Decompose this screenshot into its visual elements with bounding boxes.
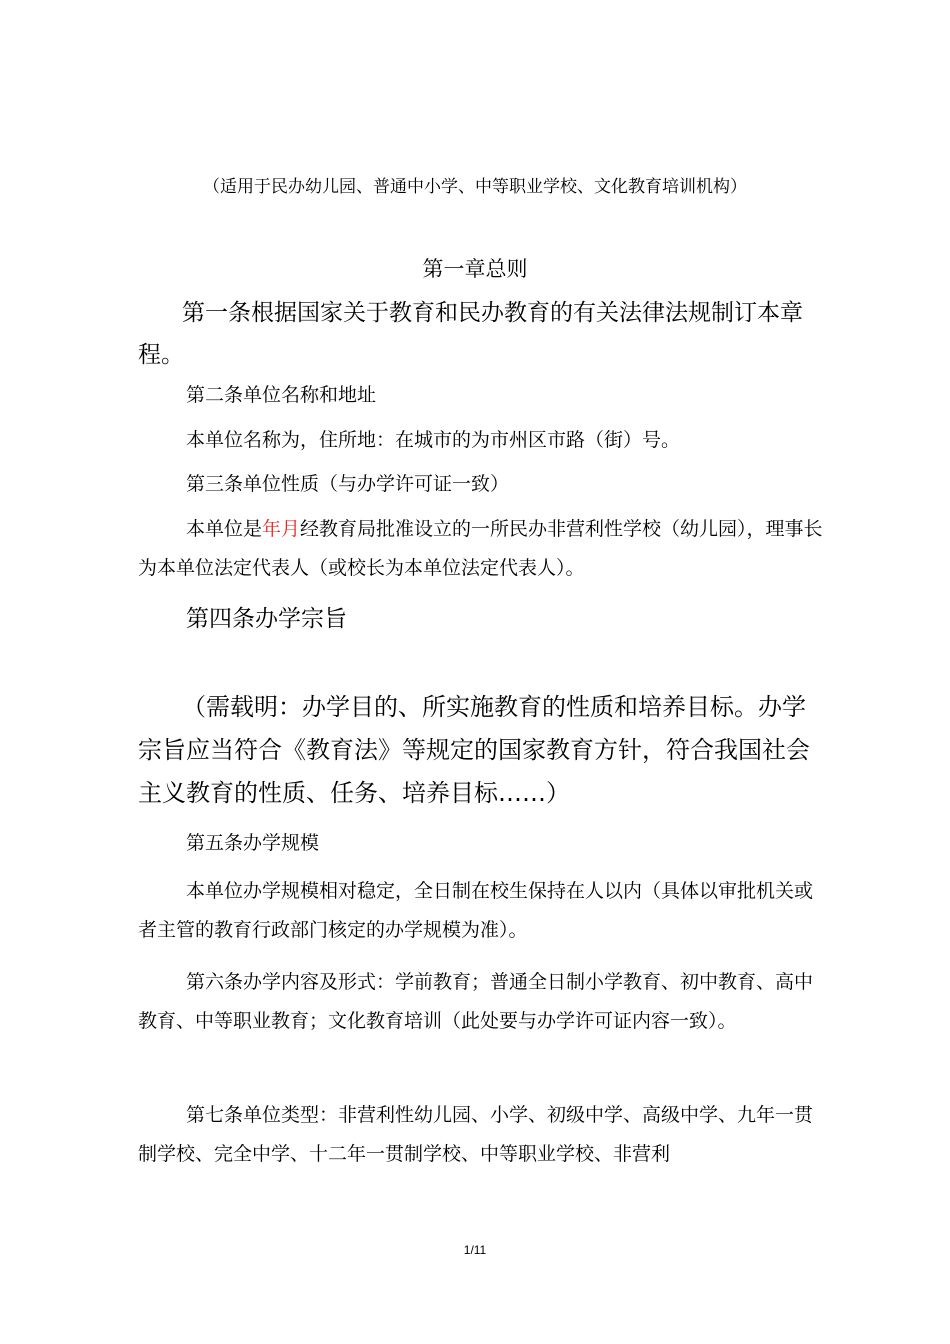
document-subtitle: （适用于民办幼儿园、普通中小学、中等职业学校、文化教育培训机构） — [203, 177, 747, 197]
article-4-title: 第四条办学宗旨 — [186, 606, 347, 632]
article-1: 第一条根据国家关于教育和民办教育的有关法律法规制订本章程。 — [138, 300, 803, 368]
article-5-body: 本单位办学规模相对稳定，全日制在校生保持在人以内（具体以审批机关或者主管的教育行政部门核定的办学规模为准）。 — [138, 880, 814, 941]
article-5-title: 第五条办学规模 — [186, 832, 320, 854]
article-3-title: 第三条单位性质（与办学许可证一致） — [186, 473, 510, 495]
article-2-title: 第二条单位名称和地址 — [186, 384, 377, 406]
article-3-body — [138, 510, 824, 588]
article-3-body-prefix: 本单位是 — [186, 518, 263, 540]
chapter-title: 第一章总则 — [422, 257, 528, 281]
page-number: 1/11 — [463, 1243, 487, 1257]
article-3-body-suffix: 经教育局批准设立的一所民办非营利性学校（幼儿园），理事长为本单位法定代表人（或校长为本单位法定代表人）。 — [138, 518, 823, 579]
article-4-body: （需载明：办学目的、所实施教育的性质和培养目标。办学宗旨应当符合《教育法》等规定的国家教育方针，符合我国社会主义教育的性质、任务、培养目标……） — [138, 693, 810, 807]
article-2-body: 本单位名称为，住所地：在城市的为市州区市路（街）号。 — [186, 429, 681, 451]
date-placeholder-highlight: 年月 — [262, 518, 301, 540]
article-7: 第七条单位类型：非营利性幼儿园、小学、初级中学、高级中学、九年一贯制学校、完全中学、十二年一贯制学校、中等职业学校、非营利 — [138, 1104, 814, 1165]
article-6: 第六条办学内容及形式：学前教育；普通全日制小学教育、初中教育、高中教育、中等职业教育；文化教育培训（此处要与办学许可证内容一致）。 — [138, 971, 814, 1032]
